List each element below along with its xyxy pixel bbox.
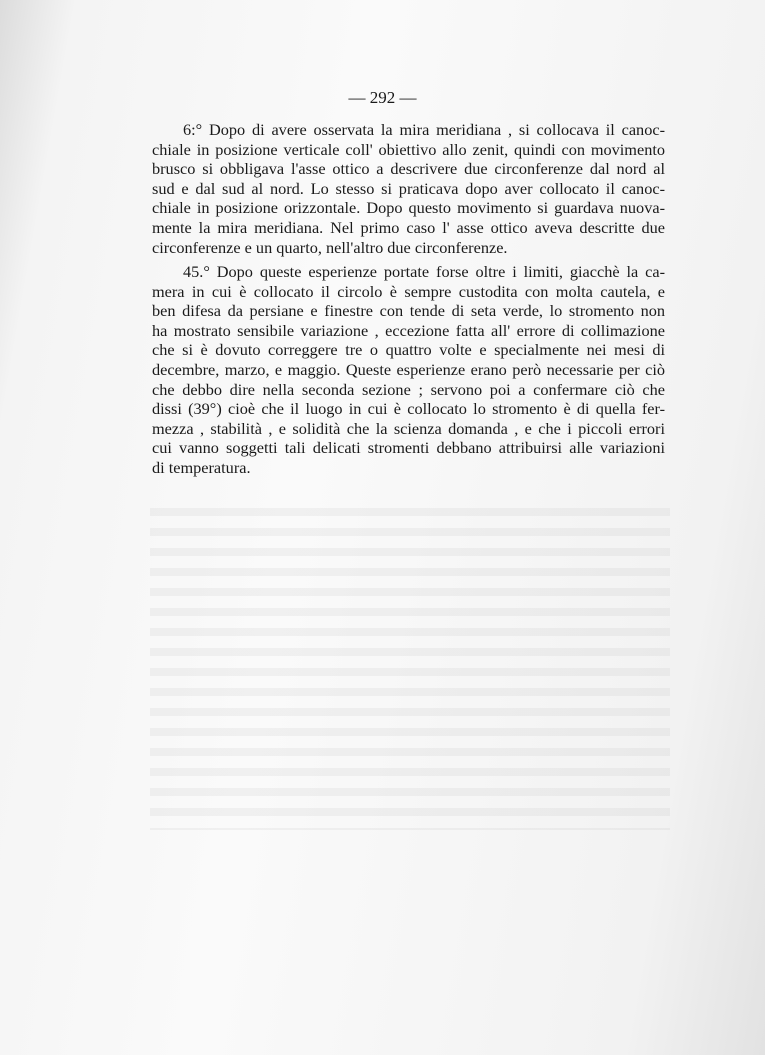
text-line: brusco si obbligava l'asse ottico a descrivere due circonferenze dal nord al [152,159,665,179]
text-line: circonferenze e un quarto, nell'altro due circonferenze. [152,237,508,257]
text-line: decembre, marzo, e maggio. Queste esperienze erano però necessarie per ciò [152,359,665,379]
bleed-through-text [150,500,670,830]
text-line: mente la mira meridiana. Nel primo caso l' asse ottico aveva descritte due [152,217,665,237]
text-line: 45.° Dopo queste esperienze portate forse oltre i limiti, giacchè la ca- [183,262,665,281]
text-line: mera in cui è collocato il circolo è sempre custodita con molta cautela, e [152,281,665,301]
text-line: 6:° Dopo di avere osservata la mira meridiana , si collocava il canoc- [183,120,665,139]
text-line: che debbo dire nella seconda sezione ; servono poi a confermare ciò che [152,379,665,399]
paragraph-45 [152,262,665,478]
text-line: di temperatura. [152,457,251,477]
text-line: chiale in posizione verticale coll' obiettivo allo zenit, quindi con movimento [152,139,665,159]
page-number: — 292 — [348,88,417,107]
text-line: cui vanno soggetti tali delicati stromenti debbano attribuirsi alle variazioni [152,438,665,458]
text-line: sud e dal sud al nord. Lo stesso si praticava dopo aver collocato il canoc- [152,178,665,198]
text-line: ha mostrato sensibile variazione , eccezione fatta all' errore di collimazione [152,320,665,340]
text-line: che si è dovuto correggere tre o quattro volte e specialmente nei mesi di [152,340,665,360]
paragraph-6 [152,120,665,257]
text-line: ben difesa da persiane e finestre con tende di seta verde, lo stromento non [152,301,665,321]
text-line: dissi (39°) cioè che il luogo in cui è collocato lo stromento è di quella fer- [152,399,665,419]
text-line: mezza , stabilità , e solidità che la scienza domanda , e che i piccoli errori [152,418,665,438]
text-line: chiale in posizione orizzontale. Dopo questo movimento si guardava nuova- [152,198,665,218]
